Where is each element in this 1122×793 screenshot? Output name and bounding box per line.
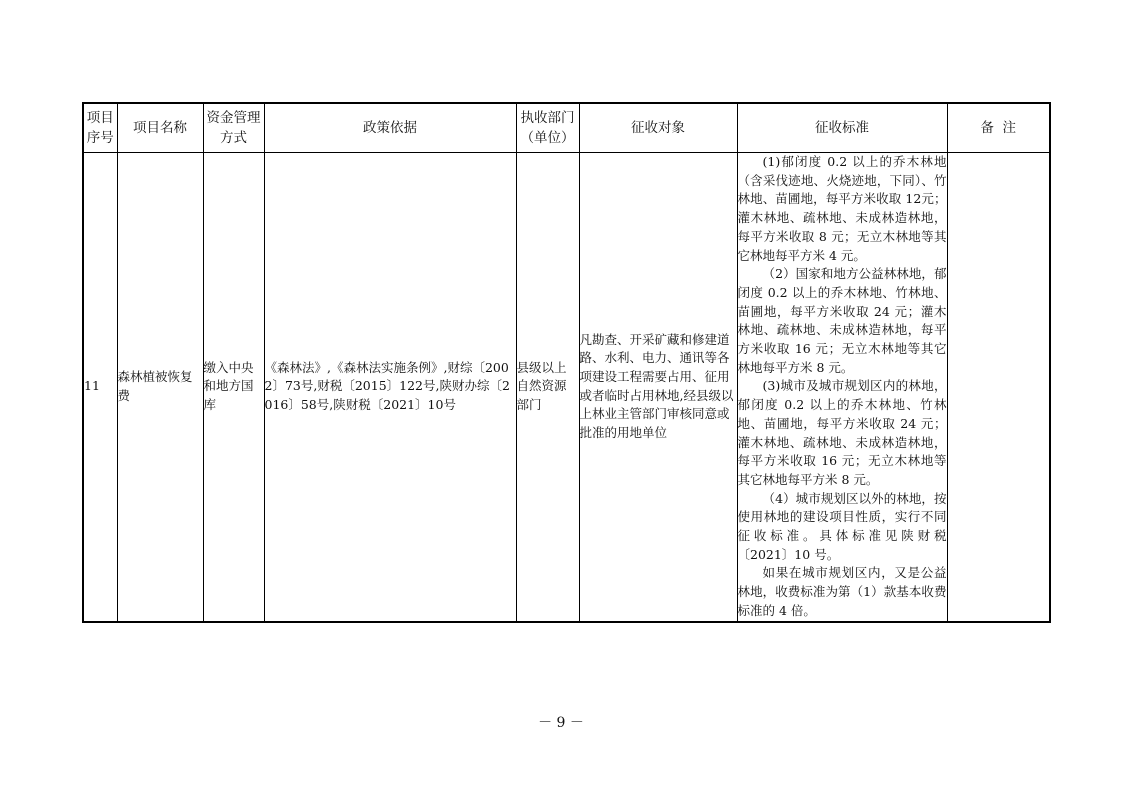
cell-item-no: 11: [83, 153, 117, 622]
header-dept-line2: （单位）: [520, 130, 575, 146]
cell-policy-basis: 《森林法》,《森林法实施条例》,财综〔2002〕73号,财税〔2015〕122号,陕财办综〔2016〕58号,陕财税〔2021〕10号: [264, 153, 516, 622]
header-fund-management: [203, 103, 264, 153]
header-row: [83, 103, 1050, 153]
cell-remark: [947, 153, 1050, 622]
header-item-no: [83, 103, 117, 153]
header-collection-standard: 征收标准: [737, 103, 947, 153]
cell-collecting-dept: 县级以上自然资源部门: [516, 153, 579, 622]
header-item-name: 项目名称: [117, 103, 203, 153]
page-number: － 9 －: [538, 715, 584, 731]
standard-paragraph-3: (3)城市及城市规划区内的林地，郁闭度 0.2 以上的乔木林地、竹林地、苗圃地，每平方米收取 24 元；灌木林地、疏林地、未成林造林地，每平方米收取 16 元；无立木林地等其它林地每平方米 8 元。: [737, 378, 947, 487]
cell-collection-standard: [737, 153, 947, 622]
header-policy-basis: 政策依据: [264, 103, 516, 153]
header-collection-target: 征收对象: [579, 103, 737, 153]
cell-collection-target: 凡勘查、开采矿藏和修建道路、水利、电力、通讯等各项建设工程需要占用、征用或者临时占用林地,经县级以上林业主管部门审核同意或批准的用地单位: [579, 153, 737, 622]
cell-fund-management: 缴入中央和地方国库: [203, 153, 264, 622]
standard-paragraph-1: (1)郁闭度 0.2 以上的乔木林地（含采伐迹地、火烧迹地，下同）、竹林地、苗圃地，每平方米收取 12元；灌木林地、疏林地、未成林造林地，每平方米收取 8 元；无立木林地等其它林地每平方米 4 元。: [737, 154, 947, 263]
header-fund-line1: 资金管理: [206, 110, 261, 126]
header-item-no-line2: 序号: [86, 130, 114, 146]
standard-paragraph-5: 如果在城市规划区内，又是公益林地，收费标准为第（1）款基本收费标准的 4 倍。: [737, 565, 947, 618]
standard-paragraph-4: （4）城市规划区以外的林地，按使用林地的建设项目性质，实行不同征收标准。具体标准见陕财税〔2021〕10 号。: [737, 490, 947, 562]
fee-table: [82, 102, 1051, 623]
standard-paragraph-2: （2）国家和地方公益林林地，郁闭度 0.2 以上的乔木林地、竹林地、苗圃地，每平方米收取 24 元；灌木林地、疏林地、未成林造林地，每平方米收取 16 元；无立木林地等其它林地每平方米 8 元。: [737, 266, 947, 375]
header-dept-line1: 执收部门: [520, 110, 575, 126]
header-item-no-line1: 项目: [86, 110, 114, 126]
table-row: [83, 153, 1050, 622]
header-remark: 备 注: [947, 103, 1050, 153]
header-collecting-dept: [516, 103, 579, 153]
cell-item-name: 森林植被恢复费: [117, 153, 203, 622]
header-fund-line2: 方式: [220, 130, 247, 146]
